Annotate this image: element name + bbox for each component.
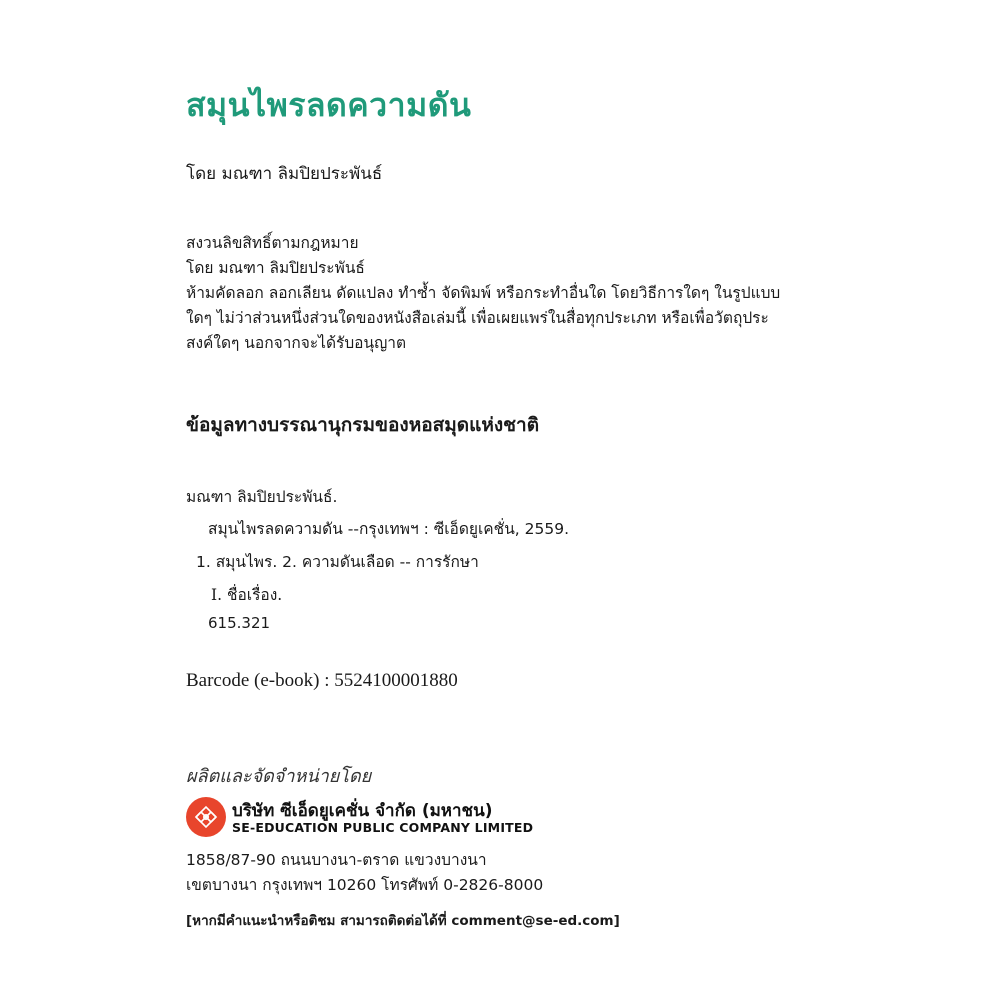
author-line: โดย มณฑา ลิมปิยประพันธ์ (186, 164, 383, 184)
cip-author: มณฑา ลิมปิยประพันธ์. (186, 488, 338, 506)
copyright-line: ใดๆ ไม่ว่าส่วนหนึ่งส่วนใดของหนังสือเล่มนี้ เพื่อเผยแพร่ในสื่อทุกประเภท หรือเพื่อวัตถุประ (186, 309, 769, 327)
cip-added-entry: I. ชื่อเรื่อง. (211, 586, 283, 604)
contact-note: [หากมีคำแนะนำหรือติชม สามารถติดต่อได้ที่ comment@se-ed.com] (186, 913, 620, 929)
lattice-icon (193, 804, 219, 830)
copyright-line: สงวนลิขสิทธิ์ตามกฎหมาย (186, 234, 359, 252)
address-line-2: เขตบางนา กรุงเทพฯ 10260 โทรศัพท์ 0-2826-8000 (186, 876, 544, 894)
barcode-line: Barcode (e-book) : 5524100001880 (186, 670, 458, 691)
cip-heading: ข้อมูลทางบรรณานุกรมของหอสมุดแห่งชาติ (186, 414, 540, 436)
se-ed-logo-icon (186, 797, 226, 837)
address-line-1: 1858/87-90 ถนนบางนา-ตราด แขวงบางนา (186, 851, 487, 869)
cip-classification: 615.321 (208, 614, 271, 632)
company-name-thai: บริษัท ซีเอ็ดยูเคชั่น จำกัด (มหาชน) (232, 801, 493, 821)
cip-title-entry: สมุนไพรลดความดัน --กรุงเทพฯ : ซีเอ็ดยูเคชั่น, 2559. (208, 520, 570, 538)
copyright-notice (186, 231, 780, 356)
company-name-english: SE-EDUCATION PUBLIC COMPANY LIMITED (232, 820, 534, 835)
copyright-line: โดย มณฑา ลิมปิยประพันธ์ (186, 259, 365, 277)
copyright-line: ห้ามคัดลอก ลอกเลียน ดัดแปลง ทำซ้ำ จัดพิมพ์ หรือกระทำอื่นใด โดยวิธีการใดๆ ในรูปแบบ (186, 284, 781, 302)
book-title: สมุนไพรลดความดัน (186, 86, 472, 124)
copyright-line: สงค์ใดๆ นอกจากจะได้รับอนุญาต (186, 334, 407, 352)
produced-by-label: ผลิตและจัดจำหน่ายโดย (186, 766, 372, 787)
cip-subjects: 1. สมุนไพร. 2. ความดันเลือด -- การรักษา (196, 553, 479, 571)
